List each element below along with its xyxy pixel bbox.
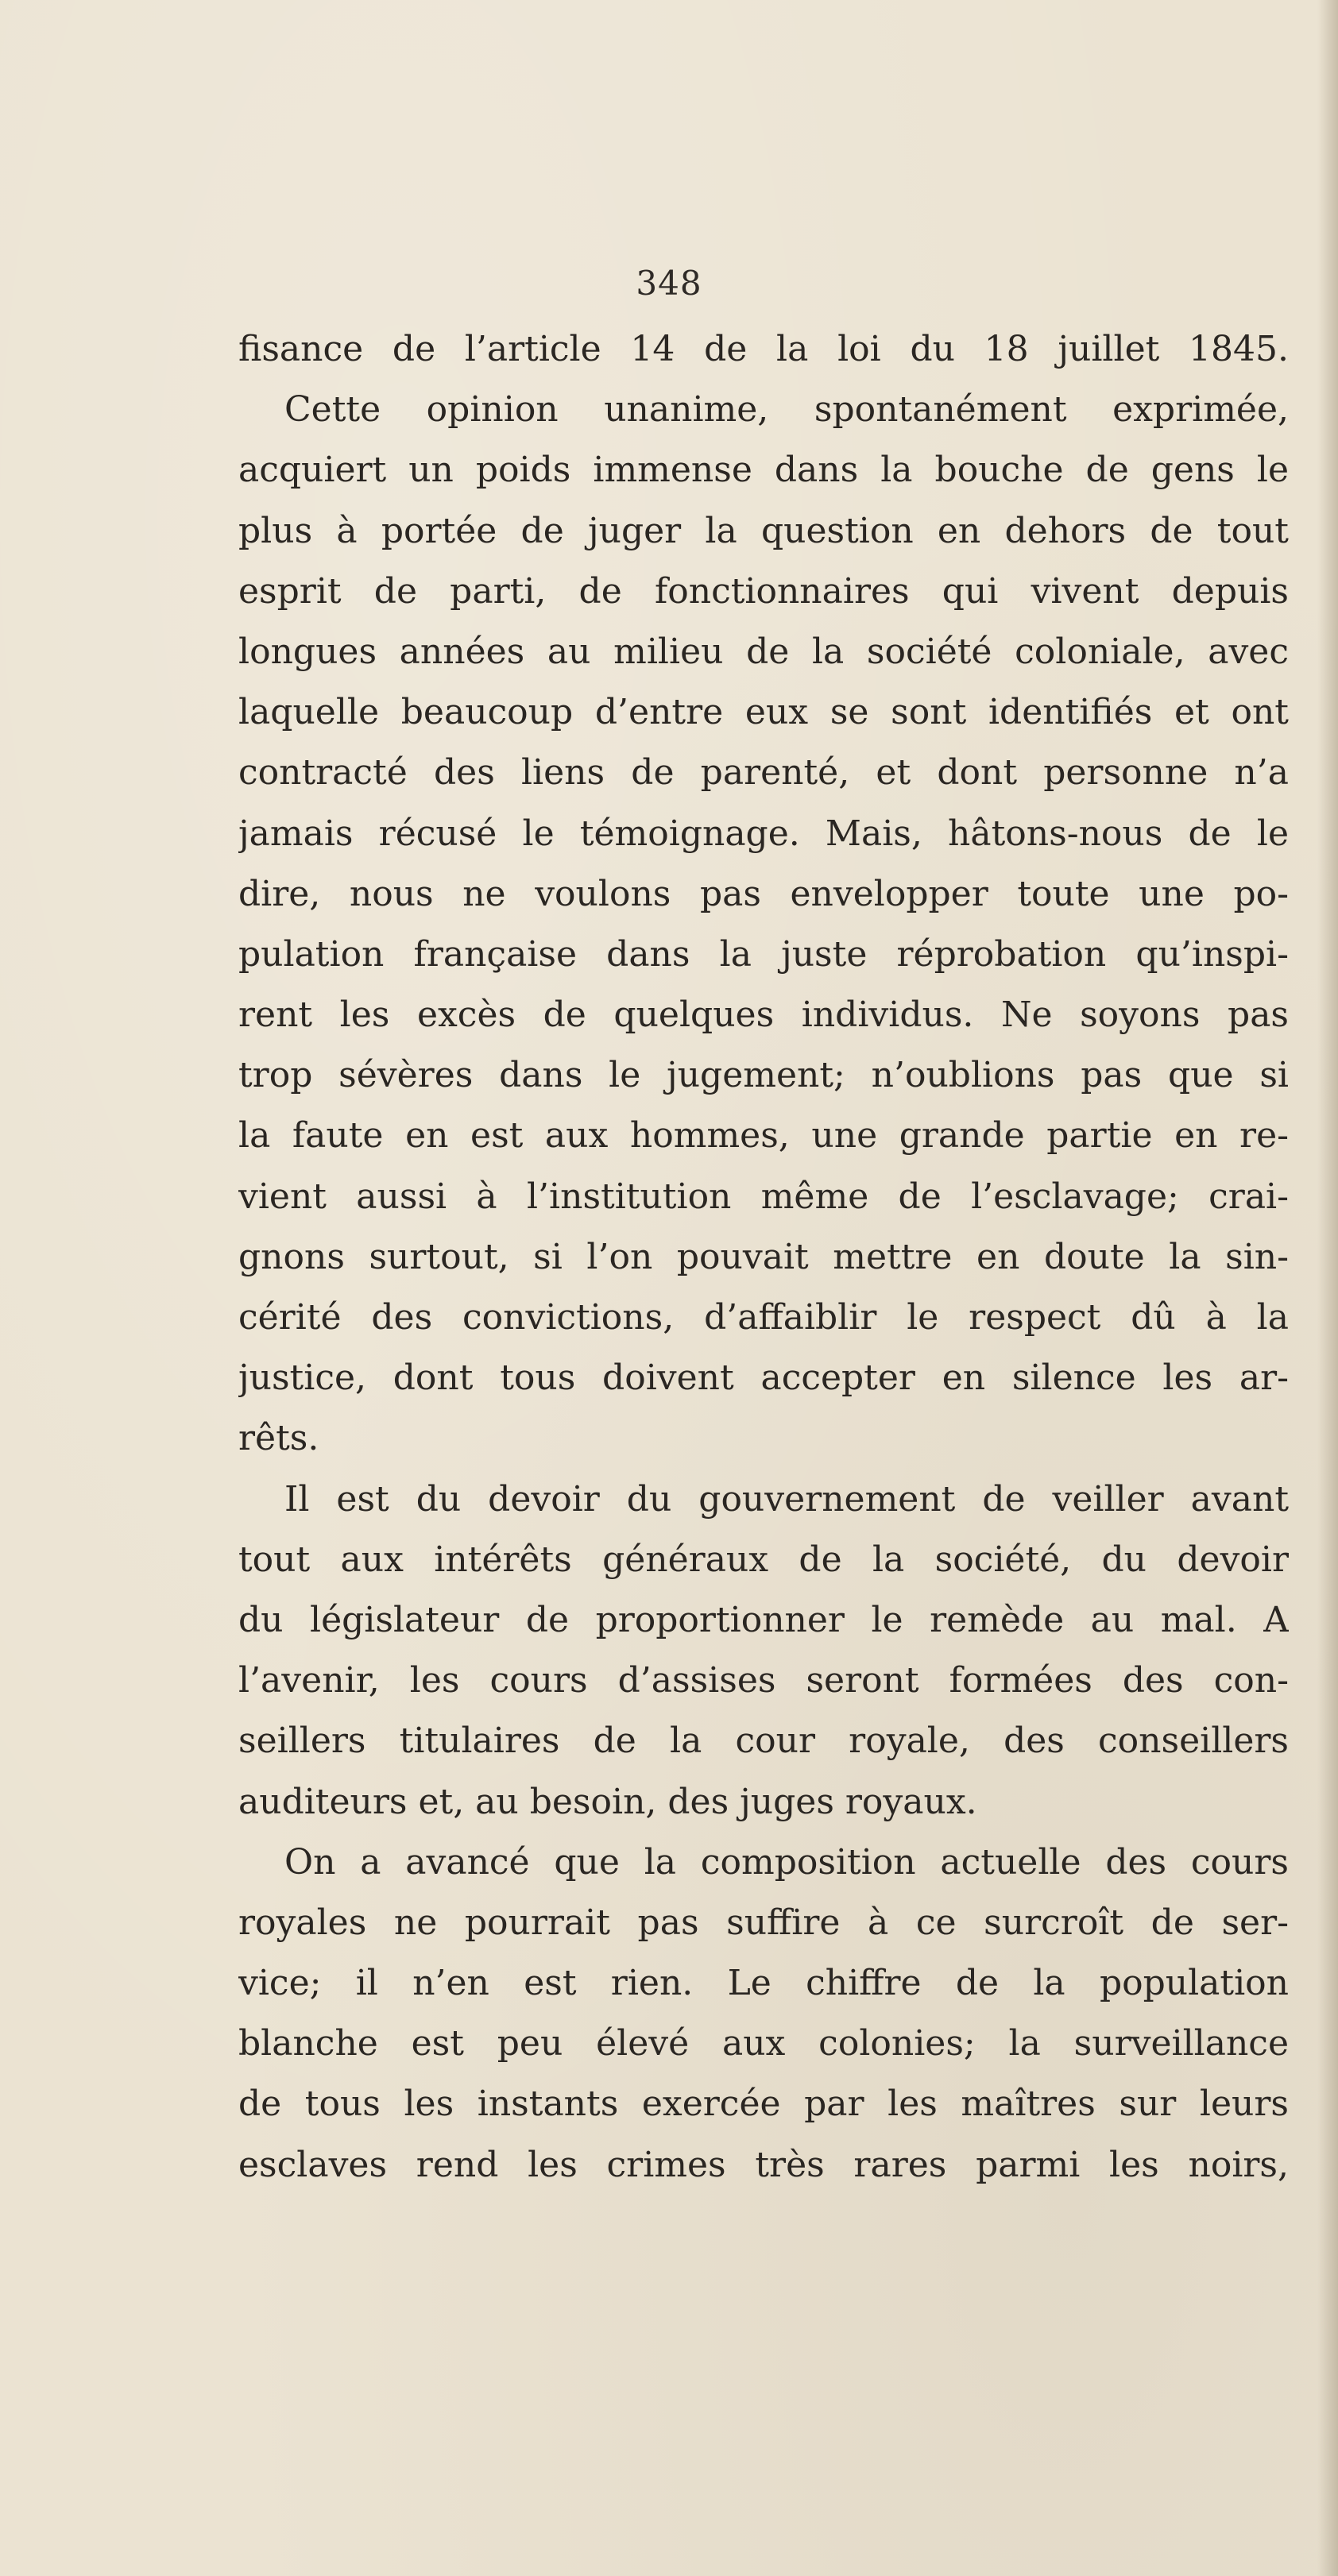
text-line: esprit de parti, de fonctionnaires qui vivent depuis	[238, 570, 1289, 612]
text-line: vient aussi à l’institution même de l’esclavage; crai-	[238, 1176, 1289, 1217]
text-line: royales ne pourrait pas suffire à ce surcroît de ser-	[238, 1902, 1289, 1943]
text-line: rent les excès de quelques individus. Ne soyons pas	[238, 994, 1289, 1036]
text-line: jamais récusé le témoignage. Mais, hâtons-nous de le	[238, 813, 1289, 854]
text-line: seillers titulaires de la cour royale, des conseillers	[238, 1721, 1289, 1762]
body-text	[238, 319, 1289, 2196]
text-line: laquelle beaucoup d’entre eux se sont identifiés et ont	[238, 692, 1289, 733]
text-line: fisance de l’article 14 de la loi du 18 juillet 1845.	[238, 329, 1289, 369]
text-line: la faute en est aux hommes, une grande partie en re-	[238, 1115, 1289, 1157]
text-line: gnons surtout, si l’on pouvait mettre en doute la sin-	[238, 1236, 1289, 1277]
text-line: esclaves rend les crimes très rares parmi les noirs,	[238, 2144, 1289, 2185]
text-line: de tous les instants exercée par les maîtres sur leurs	[238, 2084, 1289, 2125]
text-line: Cette opinion unanime, spontanément exprimée,	[284, 389, 1289, 431]
text-line: acquiert un poids immense dans la bouche de gens le	[238, 450, 1289, 491]
text-line: trop sévères dans le jugement; n’oublions pas que si	[238, 1055, 1289, 1096]
text-line: plus à portée de juger la question en dehors de tout	[238, 510, 1289, 551]
text-line: cérité des convictions, d’affaiblir le respect dû à la	[238, 1297, 1289, 1338]
text-line: contracté des liens de parenté, et dont personne n’a	[238, 752, 1289, 794]
text-line: rêts.	[238, 1418, 319, 1459]
text-line: pulation française dans la juste réprobation qu’inspi-	[238, 933, 1289, 975]
text-line: On a avancé que la composition actuelle des cours	[284, 1841, 1289, 1883]
page-number: 348	[636, 264, 702, 303]
page-edge-shadow	[1317, 0, 1338, 2576]
text-line: tout aux intérêts généraux de la société, du devoir	[238, 1539, 1289, 1580]
text-line: justice, dont tous doivent accepter en silence les ar-	[238, 1358, 1289, 1399]
text-line: blanche est peu élevé aux colonies; la surveillance	[238, 2023, 1289, 2064]
text-line: vice; il n’en est rien. Le chiffre de la population	[238, 1963, 1289, 2004]
text-line: auditeurs et, au besoin, des juges royaux.	[238, 1781, 977, 1822]
text-line: dire, nous ne voulons pas envelopper toute une po-	[238, 873, 1289, 914]
text-line: du législateur de proportionner le remède au mal. A	[238, 1599, 1289, 1640]
text-line: Il est du devoir du gouvernement de veiller avant	[284, 1478, 1289, 1520]
text-line: l’avenir, les cours d’assises seront formées des con-	[238, 1660, 1289, 1701]
text-line: longues années au milieu de la société coloniale, avec	[238, 631, 1289, 672]
